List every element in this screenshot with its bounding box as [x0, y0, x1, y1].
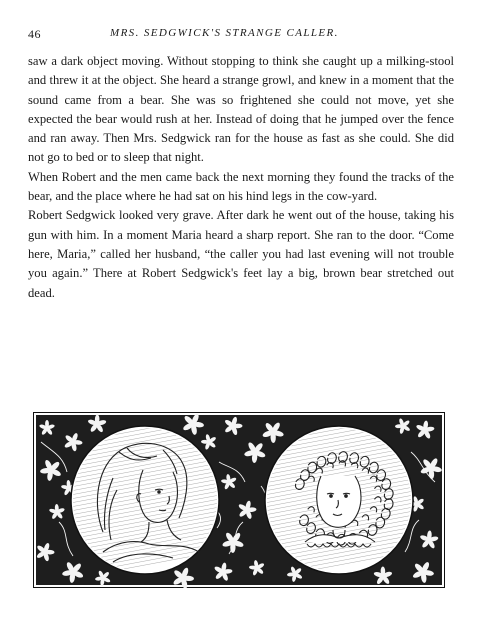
paragraph-2: When Robert and the men came back the next morning they found the tracks of the bear, and the place where he had sat on his hind legs in the cow-yard. — [28, 169, 454, 204]
paragraph-1: saw a dark object moving. Without stopping to think she caught up a milking-stool and threw it at the object. She heard a strange growl, and knew in a moment that the sound came from a bear. She was so frightened she could not move, yet she expected the bear would rush at her. Instead of doing that he jumped over the fence and ran away. Then Mrs. Sedgwick ran for the house as fast as she could. She did not go to bed or to sleep that night. — [28, 54, 454, 165]
page-number: 46 — [28, 27, 41, 41]
children-portraits-illustration — [33, 412, 445, 588]
running-title: MRS. SEDGWICK'S STRANGE CALLER. — [110, 27, 339, 39]
body-text — [28, 52, 454, 303]
engraved-illustration — [33, 412, 445, 588]
paragraph-3: Robert Sedgwick looked very grave. After dark he went out of the house, taking his gun with him. In a moment Maria heard a sharp report. She ran to the door. “Come here, Maria,” called her husband, “the caller you had last evening will not trouble you again.” There at Robert Sedgwick's feet lay a big, brown bear stretched out dead. — [28, 208, 454, 300]
